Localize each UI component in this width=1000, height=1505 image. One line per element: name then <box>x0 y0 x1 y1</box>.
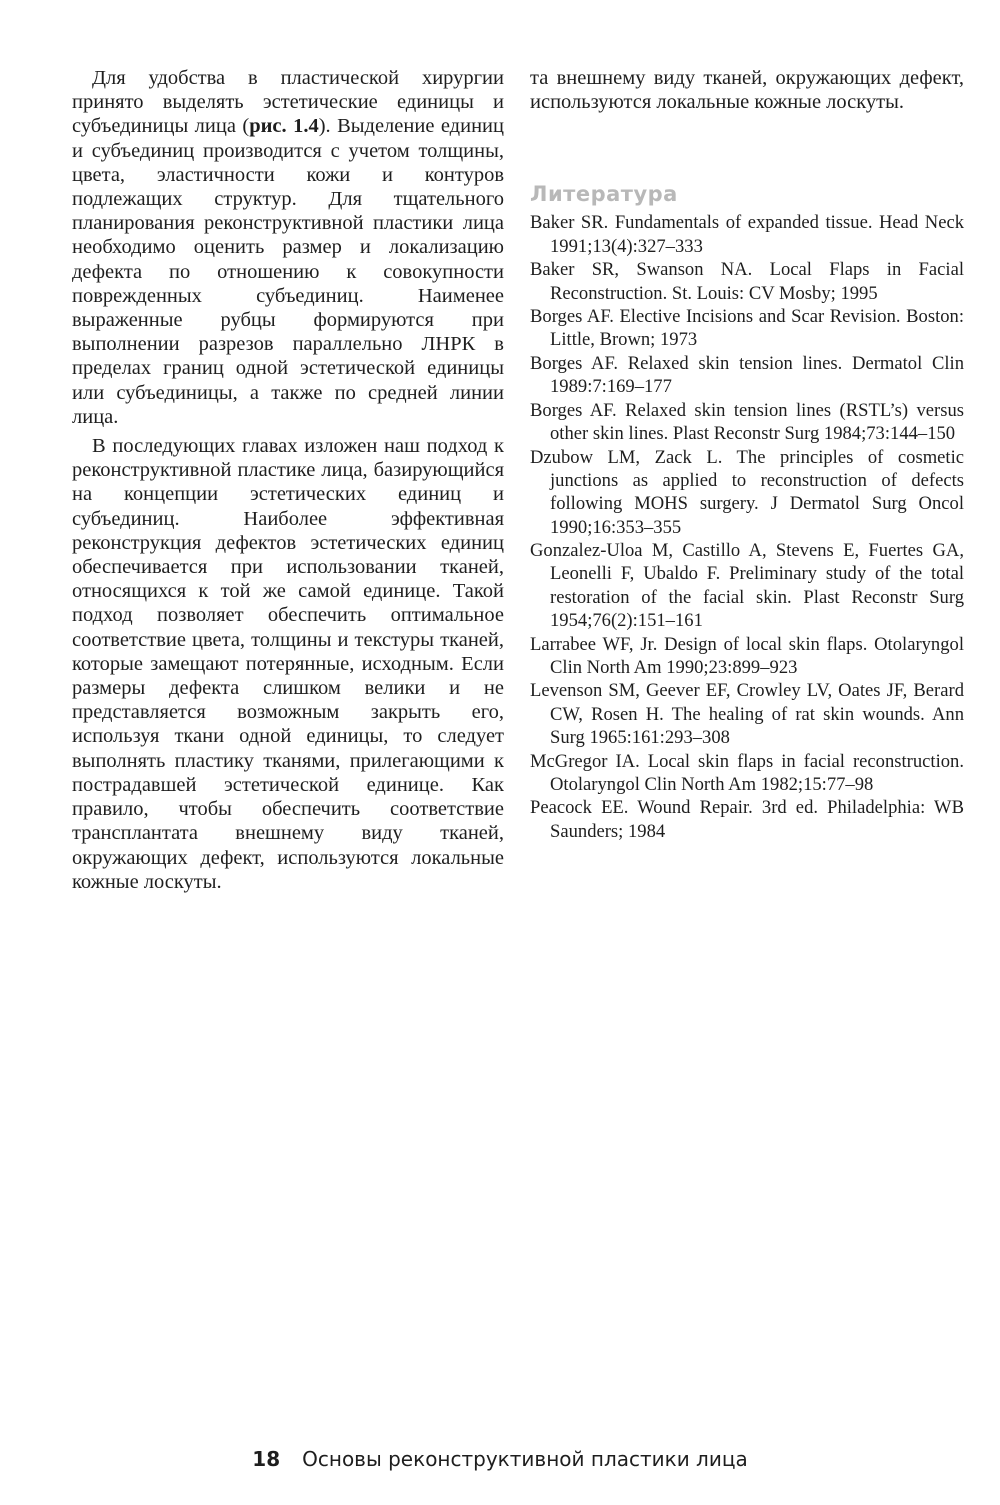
reference-list <box>530 211 964 842</box>
right-column <box>530 66 964 843</box>
body-paragraph: В последующих главах изложен наш подход к реконструктивной пластике лица, базирующийся на концепции эстетических единиц и субъединиц. Наиболее эффективная реконструкция дефектов эстетических единиц обеспечивается при использовании тканей, относящихся к той же самой единице. Такой подход позволяет обеспечить оптимальное соответствие цвета, толщины и текстуры тканей, которые замещают потерянные, исходным. Если размеры дефекта слишком велики и не представляется возможным закрыть его, используя ткани одной единицы, то следует выполнять пластику тканями, прилегающими к пострадавшей эстетической единице. Как правило, чтобы обеспечить соответствие трансплантата внешнему виду тканей, окружающих дефект, используются локальные кожные лоскуты. <box>72 435 504 893</box>
reference-item: McGregor IA. Local skin flaps in facial reconstruction. Otolaryngol Clin North Am 1982;15:77–98 <box>530 750 964 795</box>
paragraph-text: Для удобства в пластической хирургии принято выделять эстетические единицы и субъединицы лица ( <box>72 67 504 138</box>
figure-reference: рис. 1.4 <box>249 115 319 138</box>
body-paragraph <box>72 66 504 429</box>
continued-paragraph: та внешнему виду тканей, окружающих дефект, используются локальные кожные лоскуты. <box>530 67 964 114</box>
literature-heading: Литература <box>530 182 678 207</box>
reference-item: Gonzalez-Uloa M, Castillo A, Stevens E, Fuertes GA, Leonelli F, Ubaldo F. Preliminary study of the total restoration of the facial skin. Plast Reconstr Surg 1954;76(2):151–161 <box>530 540 964 631</box>
paragraph-text: ). Выделение единиц и субъединиц производится с учетом толщины, цвета, эластичности кожи и контуров подлежащих структур. Для тщательного планирования реконструктивной пластики лица необходимо оценить размер и локализацию дефекта по отношению к совокупности поврежденных субъединиц. Наименее выраженные рубцы формируются при выполнении разрезов параллельно ЛНРК в пределах границ одной эстетической единицы или субъединицы, а также по средней линии лица. <box>72 115 504 428</box>
left-column <box>72 66 504 894</box>
reference-item: Baker SR, Swanson NA. Local Flaps in Facial Reconstruction. St. Louis: CV Mosby; 1995 <box>530 259 964 304</box>
book-title: Основы реконструктивной пластики лица <box>302 1447 748 1471</box>
reference-item: Larrabee WF, Jr. Design of local skin flaps. Otolaryngol Clin North Am 1990;23:899–923 <box>530 633 964 678</box>
reference-item: Borges AF. Elective Incisions and Scar Revision. Boston: Little, Brown; 1973 <box>530 306 964 351</box>
page-number: 18 <box>252 1447 281 1471</box>
reference-item: Dzubow LM, Zack L. The principles of cosmetic junctions as applied to reconstruction of defects following MOHS surgery. J Dermatol Surg Oncol 1990;16:353–355 <box>530 446 964 538</box>
page-footer <box>0 1446 1000 1472</box>
reference-item: Peacock EE. Wound Repair. 3rd ed. Philadelphia: WB Saunders; 1984 <box>530 797 964 842</box>
reference-item: Levenson SM, Geever EF, Crowley LV, Oates JF, Berard CW, Rosen H. The healing of rat skin wounds. Ann Surg 1965:161:293–308 <box>530 680 964 748</box>
reference-item: Baker SR. Fundamentals of expanded tissue. Head Neck 1991;13(4):327–333 <box>530 212 964 257</box>
reference-item: Borges AF. Relaxed skin tension lines (RSTL’s) versus other skin lines. Plast Reconstr Surg 1984;73:144–150 <box>530 400 964 445</box>
reference-item: Borges AF. Relaxed skin tension lines. Dermatol Clin 1989:7:169–177 <box>530 353 964 398</box>
